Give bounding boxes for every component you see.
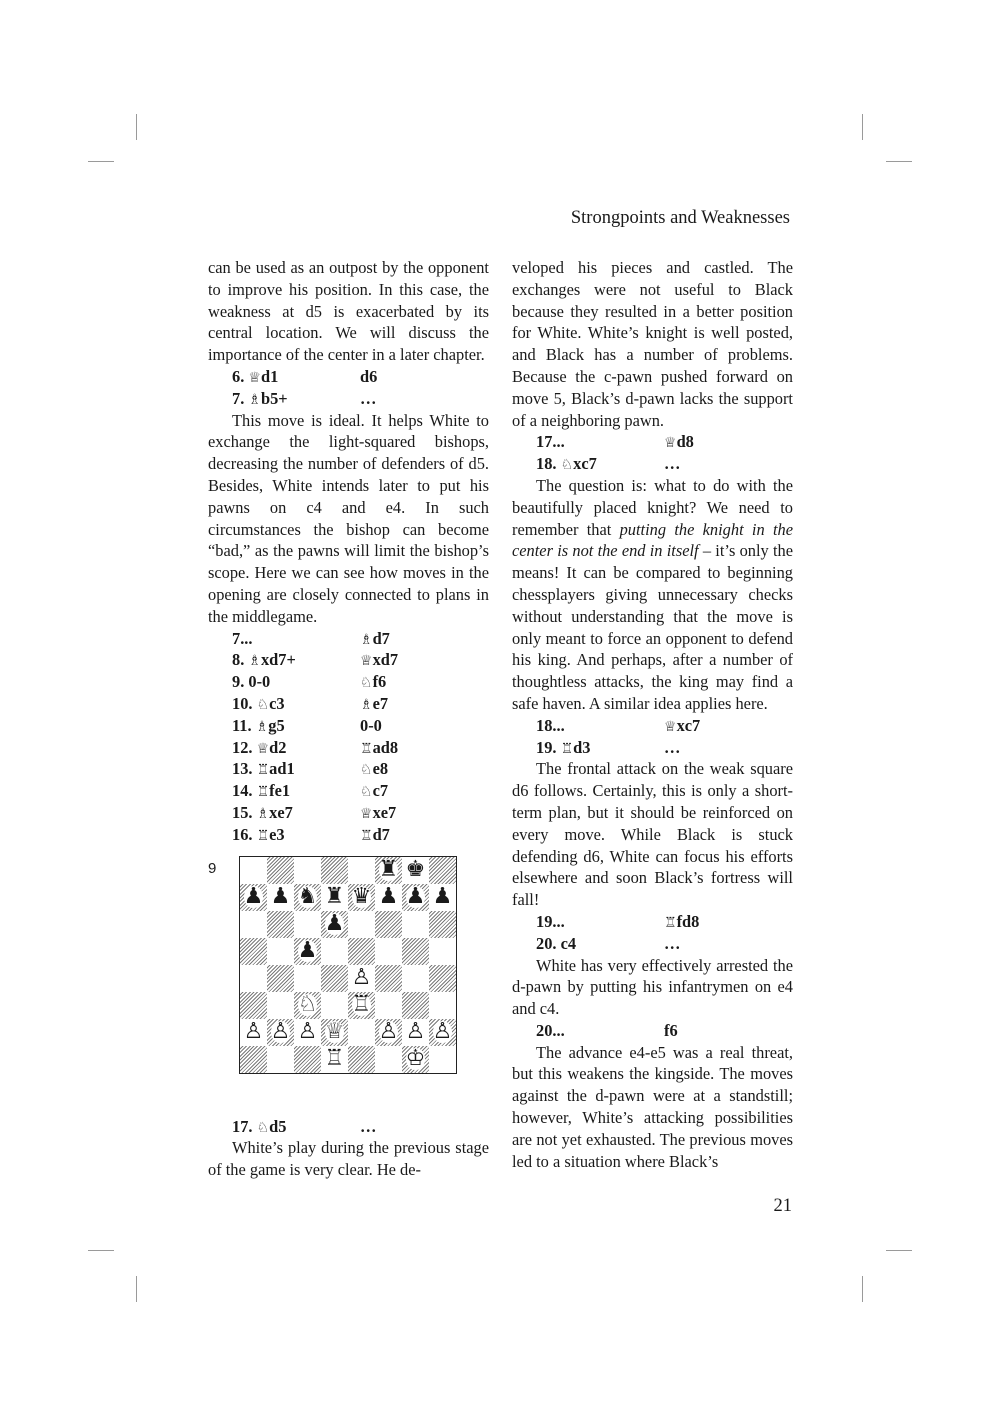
board-square bbox=[294, 965, 321, 992]
board-square bbox=[402, 965, 429, 992]
move-square: ad1 bbox=[269, 759, 295, 779]
board-square bbox=[321, 992, 348, 1019]
move-square: c7 bbox=[372, 781, 389, 801]
white-move bbox=[232, 780, 290, 804]
piece-figurine-icon: ♕ bbox=[360, 805, 373, 822]
black-move bbox=[664, 453, 680, 475]
move-row bbox=[208, 693, 489, 715]
board-square bbox=[375, 1046, 402, 1073]
black-move bbox=[360, 824, 390, 848]
board-square bbox=[375, 992, 402, 1019]
board-square bbox=[321, 1046, 348, 1073]
piece-figurine-icon: ♖ bbox=[256, 827, 270, 844]
move-number: 19. bbox=[536, 737, 561, 757]
white-move bbox=[232, 628, 253, 650]
move-row bbox=[208, 649, 489, 671]
black-move bbox=[664, 715, 700, 739]
chess-piece-icon: ♙ bbox=[243, 1019, 264, 1045]
move-list bbox=[512, 911, 793, 955]
white-move bbox=[232, 758, 295, 782]
piece-figurine-icon: ♗ bbox=[360, 696, 373, 713]
move-list bbox=[512, 1020, 793, 1042]
move-row bbox=[512, 737, 793, 759]
board-square bbox=[267, 1046, 294, 1073]
black-move bbox=[664, 431, 694, 455]
crop-mark bbox=[88, 1250, 114, 1251]
paragraph bbox=[512, 475, 793, 715]
white-move bbox=[536, 1020, 565, 1042]
black-move bbox=[664, 911, 699, 935]
move-number: 19... bbox=[536, 911, 565, 931]
board-square bbox=[348, 857, 375, 884]
move-row bbox=[208, 758, 489, 780]
move-square: d7 bbox=[372, 628, 390, 648]
board-square bbox=[402, 857, 429, 884]
move-square: … bbox=[360, 1116, 377, 1136]
crop-mark bbox=[886, 161, 912, 162]
board-square bbox=[402, 1019, 429, 1046]
board-square bbox=[429, 938, 456, 965]
piece-figurine-icon: ♕ bbox=[664, 435, 677, 452]
move-square: f6 bbox=[664, 1020, 678, 1040]
move-number: 20... bbox=[536, 1020, 565, 1040]
move-row bbox=[208, 388, 489, 410]
white-move bbox=[232, 824, 285, 848]
left-column bbox=[208, 257, 489, 1181]
board-square bbox=[375, 911, 402, 938]
move-square: xd7+ bbox=[260, 650, 296, 670]
board-square bbox=[267, 965, 294, 992]
right-column bbox=[512, 257, 793, 1172]
move-number: 11. bbox=[232, 715, 256, 735]
board-square bbox=[321, 884, 348, 911]
white-move bbox=[232, 388, 288, 412]
board-square bbox=[375, 965, 402, 992]
piece-figurine-icon: ♗ bbox=[256, 805, 270, 822]
board-square bbox=[240, 938, 267, 965]
board-square bbox=[429, 911, 456, 938]
board-square bbox=[321, 857, 348, 884]
board-square bbox=[267, 857, 294, 884]
move-square: b5+ bbox=[260, 388, 288, 408]
board-square bbox=[429, 992, 456, 1019]
white-move bbox=[232, 366, 278, 390]
move-square: f6 bbox=[372, 672, 387, 692]
board-square bbox=[240, 884, 267, 911]
piece-figurine-icon: ♘ bbox=[360, 675, 373, 692]
chess-piece-icon: ♜ bbox=[378, 857, 399, 883]
crop-mark bbox=[136, 1276, 137, 1302]
crop-mark bbox=[862, 114, 863, 140]
black-move bbox=[664, 933, 680, 955]
board-square bbox=[267, 1019, 294, 1046]
move-list bbox=[208, 366, 489, 410]
crop-mark bbox=[136, 114, 137, 140]
move-row bbox=[512, 453, 793, 475]
white-move bbox=[536, 911, 565, 933]
black-move bbox=[360, 715, 382, 737]
board-square bbox=[240, 1046, 267, 1073]
move-number: 15. bbox=[232, 802, 257, 822]
black-move bbox=[664, 1020, 678, 1042]
move-square: xc7 bbox=[573, 454, 597, 474]
move-square: d5 bbox=[269, 1116, 287, 1136]
move-list bbox=[512, 431, 793, 475]
piece-figurine-icon: ♖ bbox=[256, 784, 270, 801]
board-square bbox=[294, 857, 321, 884]
chess-piece-icon: ♟ bbox=[432, 884, 453, 910]
piece-figurine-icon: ♗ bbox=[248, 391, 261, 408]
white-move bbox=[232, 649, 296, 673]
move-square: 0-0 bbox=[360, 715, 382, 735]
move-square: e7 bbox=[372, 693, 389, 713]
move-number: 18... bbox=[536, 715, 565, 735]
board-square bbox=[348, 1019, 375, 1046]
crop-mark bbox=[886, 1250, 912, 1251]
board-square bbox=[402, 938, 429, 965]
black-move bbox=[360, 388, 376, 410]
move-square: … bbox=[664, 933, 681, 953]
chess-piece-icon: ♟ bbox=[324, 911, 345, 937]
piece-figurine-icon: ♕ bbox=[664, 718, 677, 735]
move-row bbox=[512, 911, 793, 933]
board-square bbox=[240, 992, 267, 1019]
chess-diagram bbox=[208, 854, 489, 1116]
move-number: 6. bbox=[232, 366, 249, 386]
chess-piece-icon: ♙ bbox=[378, 1019, 399, 1045]
move-row bbox=[512, 933, 793, 955]
chess-piece-icon: ♟ bbox=[405, 884, 426, 910]
move-row bbox=[208, 366, 489, 388]
move-number: 18. bbox=[536, 454, 561, 474]
chess-piece-icon: ♙ bbox=[432, 1019, 453, 1045]
move-list bbox=[512, 715, 793, 759]
paragraph: White has very effectively arrested the d-pawn by putting his infantrymen on e4 and c4. bbox=[512, 955, 793, 1019]
move-number: 7... bbox=[232, 628, 253, 648]
chess-piece-icon: ♟ bbox=[243, 884, 264, 910]
move-square: d2 bbox=[269, 737, 287, 757]
chess-piece-icon: ♖ bbox=[324, 1046, 345, 1072]
board-square bbox=[267, 938, 294, 965]
board-square bbox=[294, 938, 321, 965]
piece-figurine-icon: ♖ bbox=[360, 740, 373, 757]
board-square bbox=[294, 1046, 321, 1073]
move-row bbox=[512, 431, 793, 453]
chess-piece-icon: ♙ bbox=[351, 965, 372, 991]
piece-figurine-icon: ♕ bbox=[256, 740, 270, 757]
board-square bbox=[402, 911, 429, 938]
diagram-number: 9 bbox=[208, 859, 217, 877]
move-row bbox=[512, 1020, 793, 1042]
paragraph: veloped his pieces and castled. The exchanges were not useful to Black because they resulted in a better position for White. White’s knight is well posted, and Black has a number of problems. Because the c-pawn pushed forward on move 5, Black’s d-pawn lacks the support of a neighboring pawn. bbox=[512, 258, 793, 430]
chess-piece-icon: ♟ bbox=[378, 884, 399, 910]
move-square: xe7 bbox=[372, 802, 397, 822]
piece-figurine-icon: ♖ bbox=[664, 914, 677, 931]
move-square: … bbox=[360, 388, 377, 408]
move-row bbox=[208, 824, 489, 846]
piece-figurine-icon: ♖ bbox=[256, 762, 270, 779]
white-move bbox=[536, 431, 565, 453]
move-square: d3 bbox=[573, 737, 591, 757]
move-number: 9. 0-0 bbox=[232, 672, 271, 692]
black-move bbox=[360, 628, 390, 652]
move-number: 14. bbox=[232, 781, 257, 801]
board-square bbox=[375, 884, 402, 911]
board-square bbox=[402, 992, 429, 1019]
chess-piece-icon: ♖ bbox=[351, 992, 372, 1018]
move-square: d7 bbox=[372, 824, 390, 844]
move-square: ad8 bbox=[372, 737, 399, 757]
move-square: d1 bbox=[260, 366, 279, 386]
black-move bbox=[360, 802, 396, 826]
move-square: d8 bbox=[676, 432, 694, 452]
black-move bbox=[360, 671, 386, 695]
emphasis-text: putting the knight in the center is not the end in itself bbox=[512, 519, 793, 561]
piece-figurine-icon: ♗ bbox=[360, 631, 373, 648]
piece-figurine-icon: ♖ bbox=[360, 827, 373, 844]
chess-piece-icon: ♞ bbox=[297, 884, 318, 910]
page-number: 21 bbox=[773, 1196, 792, 1216]
move-number: 16. bbox=[232, 824, 257, 844]
white-move bbox=[232, 802, 293, 826]
paragraph: The advance e4-e5 was a real threat, but this weakens the kingside. The moves against the d-pawn were at a standstill; however, White’s attacking possibilities are not yet exhausted. The previous moves led to a situation where Black’s bbox=[512, 1042, 793, 1171]
paragraph-text: – it’s only the means! It can be compared to beginning chessplayers giving unnecessary checks without understanding that the move is only meant to force an opponent to defend his king. And perhaps, after a number of thoughtless attacks, the king may find a safe haven. A similar idea applies here. bbox=[512, 541, 793, 713]
move-number: 17... bbox=[536, 432, 565, 452]
paragraph: White’s play during the previous stage of the game is very clear. He de- bbox=[208, 1138, 489, 1180]
piece-figurine-icon: ♘ bbox=[256, 1119, 270, 1136]
chess-piece-icon: ♕ bbox=[324, 1019, 345, 1045]
chess-piece-icon: ♜ bbox=[324, 884, 345, 910]
paragraph: The frontal attack on the weak square d6 follows. Certainly, this is only a short-term plan, but it should be reinforced on every move. While Black is stuck defending d6, White can focus his efforts elsewhere and soon Black’s fortress will fall! bbox=[512, 759, 793, 910]
board-square bbox=[240, 911, 267, 938]
move-list bbox=[208, 1116, 489, 1138]
chess-board bbox=[239, 856, 457, 1074]
white-move bbox=[232, 671, 270, 693]
move-square: fd8 bbox=[676, 911, 700, 931]
black-move bbox=[360, 366, 377, 388]
board-square bbox=[348, 911, 375, 938]
board-square bbox=[240, 1019, 267, 1046]
move-square: fe1 bbox=[269, 781, 291, 801]
move-row bbox=[512, 715, 793, 737]
chess-piece-icon: ♚ bbox=[405, 857, 426, 883]
move-row bbox=[208, 715, 489, 737]
piece-figurine-icon: ♗ bbox=[248, 653, 261, 670]
white-move bbox=[232, 1116, 286, 1140]
move-row bbox=[208, 780, 489, 802]
board-square bbox=[240, 965, 267, 992]
board-square bbox=[402, 884, 429, 911]
paragraph: This move is ideal. It helps White to exchange the light-squared bishops, decreasing the number of defenders of d5. Besides, White intends later to put his pawns on c4 and e4. In such circumstances the bishop can become “bad,” as the pawns will limit the bishop’s scope. Here we can see how moves in the opening are closely connected to plans in the middlegame. bbox=[208, 410, 489, 626]
board-square bbox=[348, 965, 375, 992]
white-move bbox=[232, 715, 285, 739]
board-square bbox=[267, 992, 294, 1019]
white-move bbox=[536, 933, 576, 955]
chess-piece-icon: ♟ bbox=[297, 938, 318, 964]
board-square bbox=[429, 857, 456, 884]
black-move bbox=[360, 693, 388, 717]
board-square bbox=[348, 992, 375, 1019]
board-square bbox=[348, 884, 375, 911]
board-square bbox=[267, 911, 294, 938]
paragraph: can be used as an outpost by the opponent to improve his position. In this case, the weakness at d5 is exacerbated by its central location. We will discuss the importance of the center in a later chapter. bbox=[208, 258, 489, 365]
board-square bbox=[429, 965, 456, 992]
move-square: xe7 bbox=[269, 802, 293, 822]
move-row bbox=[208, 671, 489, 693]
chess-piece-icon: ♛ bbox=[351, 884, 372, 910]
black-move bbox=[360, 649, 398, 673]
chess-piece-icon: ♙ bbox=[270, 1019, 291, 1045]
chess-piece-icon: ♔ bbox=[405, 1046, 426, 1072]
move-row bbox=[208, 628, 489, 650]
move-square: g5 bbox=[268, 715, 285, 735]
board-square bbox=[429, 1019, 456, 1046]
chess-piece-icon: ♟ bbox=[270, 884, 291, 910]
board-square bbox=[294, 992, 321, 1019]
move-square: … bbox=[664, 737, 681, 757]
white-move bbox=[536, 737, 590, 761]
move-number: 7. bbox=[232, 388, 249, 408]
board-square bbox=[402, 1046, 429, 1073]
paragraph-text: The question is: what to do with the beautifully placed knight? We need to remember that bbox=[512, 475, 793, 539]
board-square bbox=[321, 938, 348, 965]
board-square bbox=[321, 911, 348, 938]
black-move bbox=[360, 780, 388, 804]
move-square: … bbox=[664, 454, 681, 474]
board-square bbox=[294, 1019, 321, 1046]
chess-piece-icon: ♙ bbox=[405, 1019, 426, 1045]
board-square bbox=[321, 1019, 348, 1046]
board-square bbox=[348, 938, 375, 965]
board-square bbox=[375, 857, 402, 884]
move-number: 17. bbox=[232, 1116, 257, 1136]
piece-figurine-icon: ♕ bbox=[248, 369, 261, 386]
move-number: 13. bbox=[232, 759, 257, 779]
black-move bbox=[360, 737, 398, 761]
chess-piece-icon: ♙ bbox=[297, 1019, 318, 1045]
black-move bbox=[664, 737, 680, 759]
move-square: xd7 bbox=[372, 650, 399, 670]
black-move bbox=[360, 758, 388, 782]
crop-mark bbox=[862, 1276, 863, 1302]
running-head: Strongpoints and Weaknesses bbox=[570, 208, 790, 228]
chess-piece-icon: ♘ bbox=[297, 992, 318, 1018]
piece-figurine-icon: ♖ bbox=[560, 740, 574, 757]
board-square bbox=[240, 857, 267, 884]
move-number: 20. c4 bbox=[536, 933, 577, 953]
board-square bbox=[321, 965, 348, 992]
piece-figurine-icon: ♗ bbox=[255, 718, 269, 735]
piece-figurine-icon: ♘ bbox=[256, 696, 270, 713]
piece-figurine-icon: ♕ bbox=[360, 653, 373, 670]
move-square: c3 bbox=[269, 693, 285, 713]
board-square bbox=[294, 884, 321, 911]
board-square bbox=[267, 884, 294, 911]
move-square: d6 bbox=[360, 366, 378, 386]
piece-figurine-icon: ♘ bbox=[360, 762, 373, 779]
white-move bbox=[232, 737, 286, 761]
board-square bbox=[429, 884, 456, 911]
move-row bbox=[208, 1116, 489, 1138]
piece-figurine-icon: ♘ bbox=[560, 457, 574, 474]
white-move bbox=[232, 693, 285, 717]
move-number: 12. bbox=[232, 737, 257, 757]
move-number: 10. bbox=[232, 693, 257, 713]
move-square: e3 bbox=[269, 824, 285, 844]
board-square bbox=[375, 1019, 402, 1046]
move-list bbox=[208, 628, 489, 846]
crop-mark bbox=[88, 161, 114, 162]
board-square bbox=[348, 1046, 375, 1073]
board-square bbox=[429, 1046, 456, 1073]
move-number: 8. bbox=[232, 650, 249, 670]
move-row bbox=[208, 737, 489, 759]
board-square bbox=[294, 911, 321, 938]
move-square: e8 bbox=[372, 759, 389, 779]
white-move bbox=[536, 715, 565, 737]
move-row bbox=[208, 802, 489, 824]
black-move bbox=[360, 1116, 376, 1138]
white-move bbox=[536, 453, 597, 477]
piece-figurine-icon: ♘ bbox=[360, 784, 373, 801]
board-square bbox=[375, 938, 402, 965]
move-square: xc7 bbox=[676, 715, 701, 735]
